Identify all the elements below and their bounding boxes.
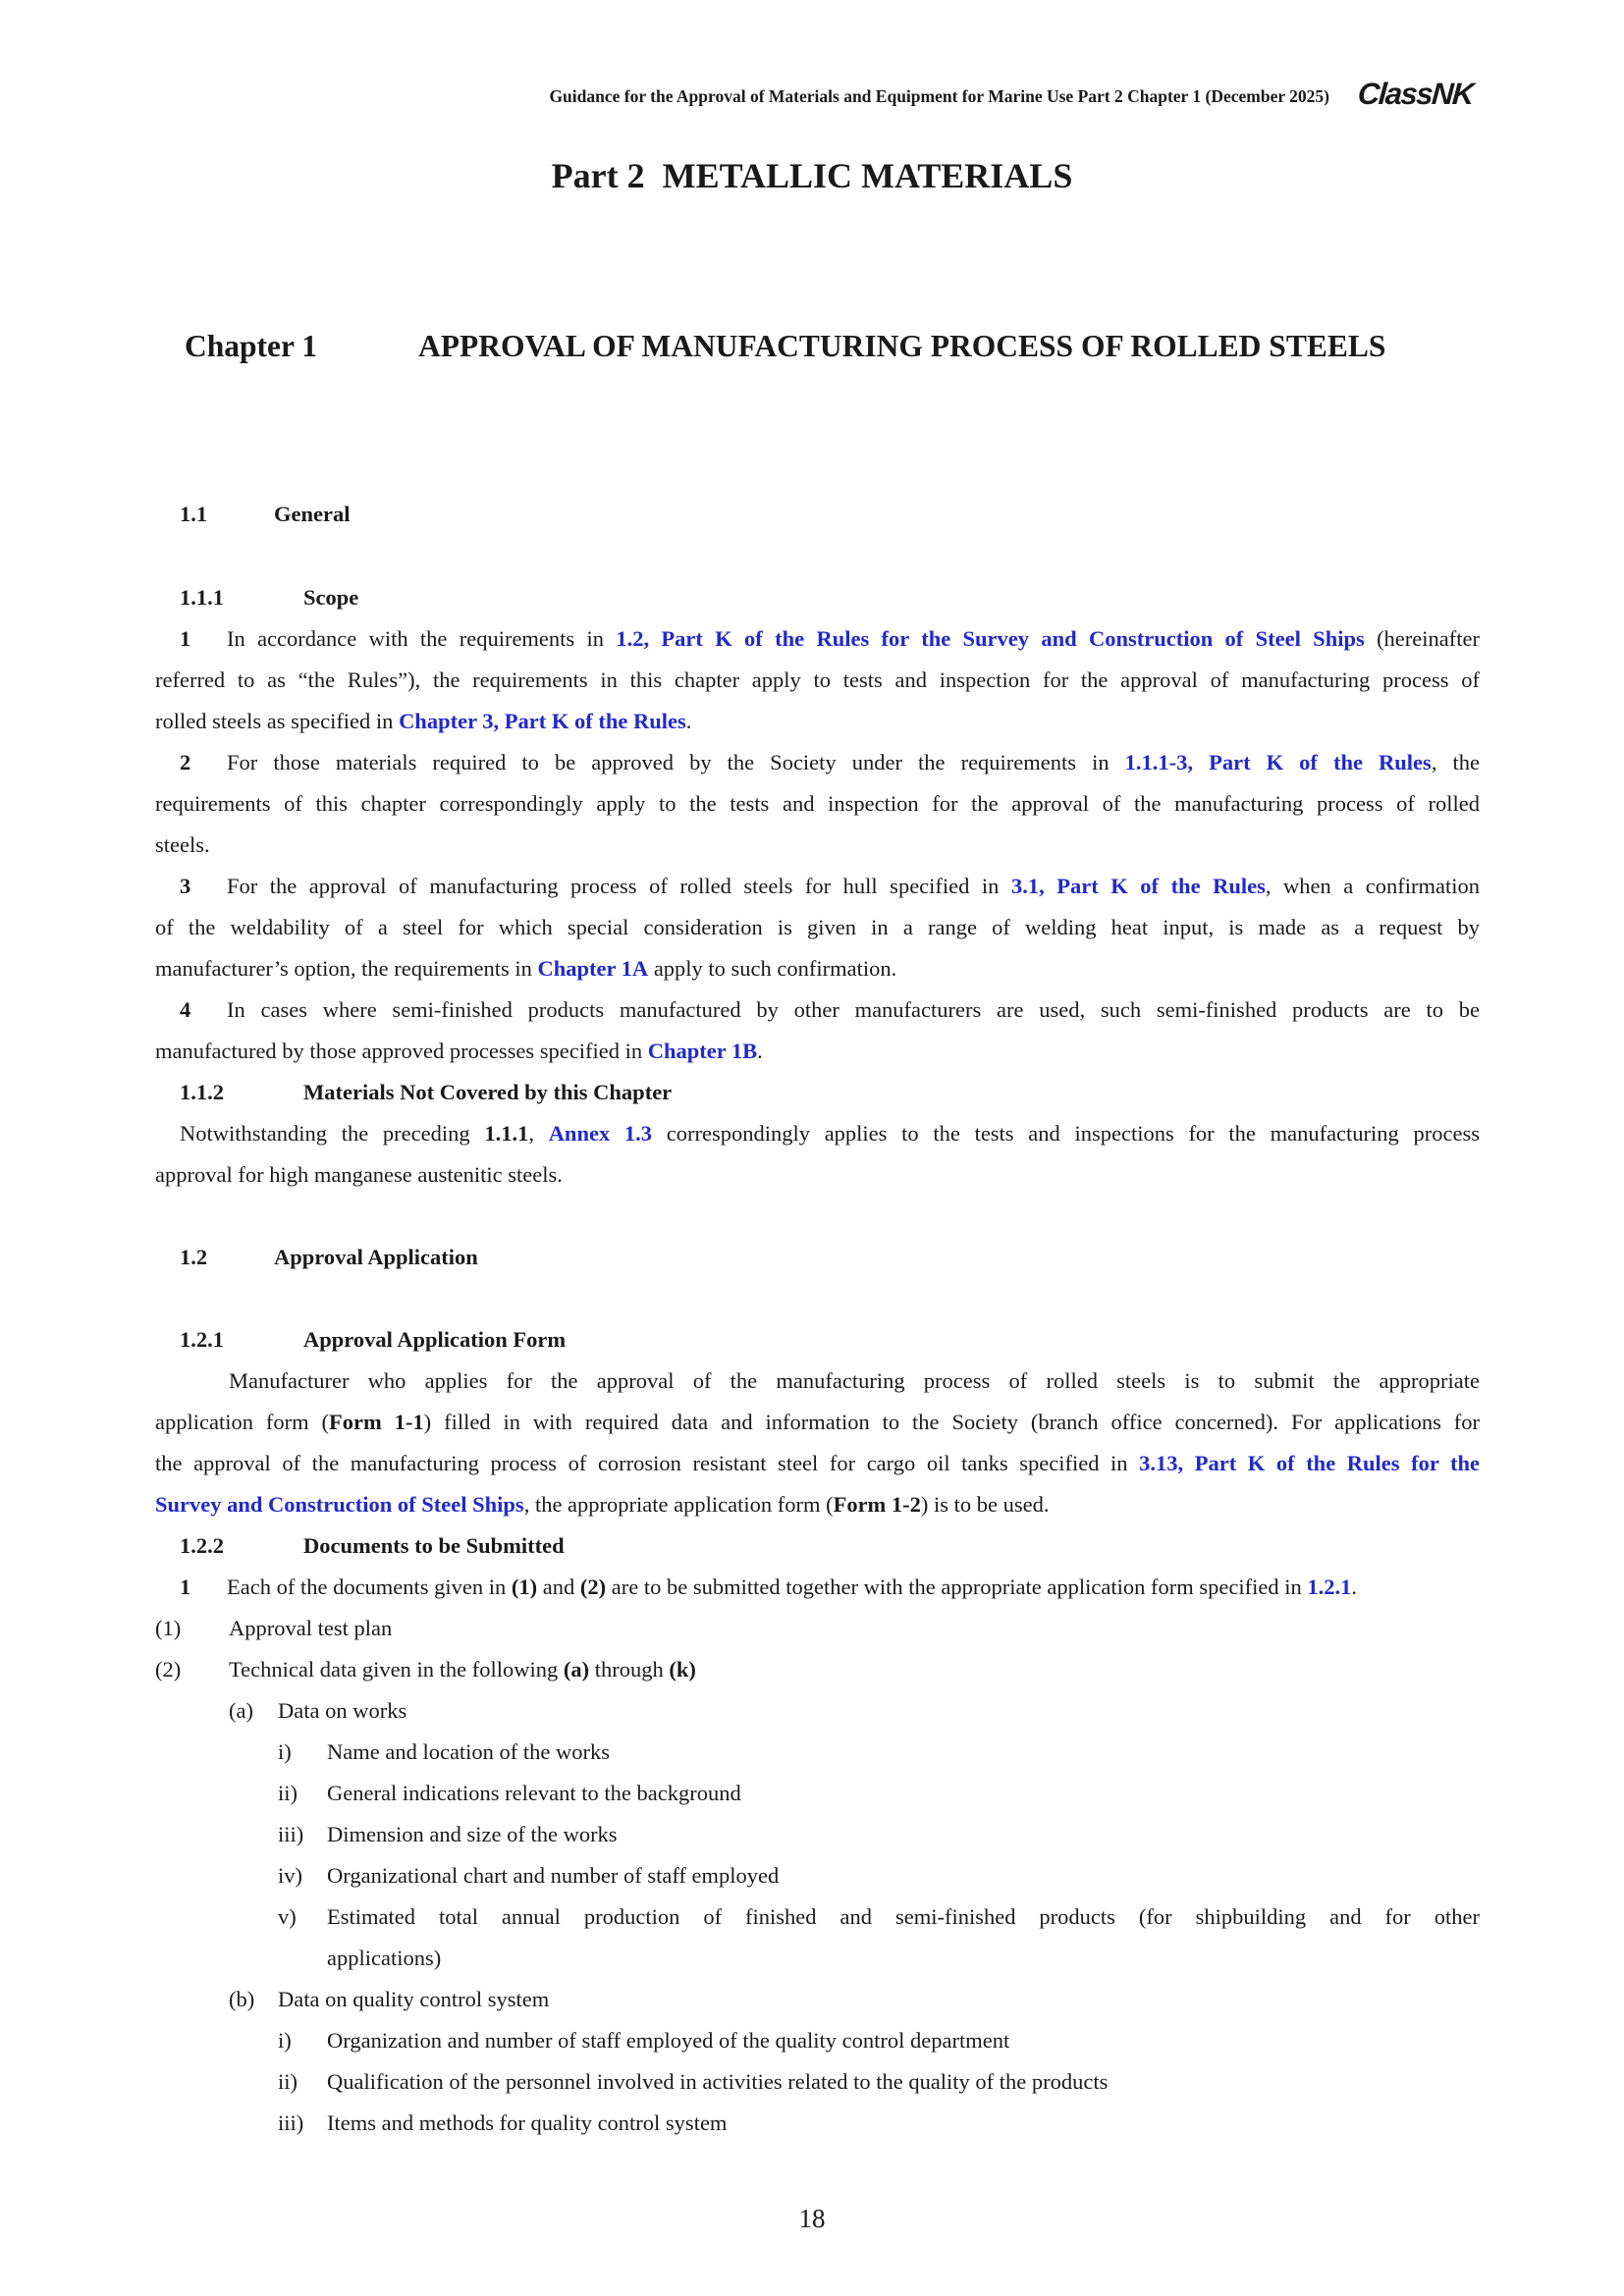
paragraph-line: the approval of the manufacturing process of corrosion resistant steel for cargo oil tanks specified in 3.13, Part K of the Rules for the — [155, 1451, 1481, 1475]
list-item: ii) General indications relevant to the background — [278, 1781, 741, 1805]
chapter-heading — [185, 329, 1385, 364]
classnk-logo: ClassNK — [1356, 77, 1475, 111]
rules-link[interactable]: 3.1, Part K of the Rules — [1010, 874, 1266, 898]
section-heading-1-1-2: 1.1.2 Materials Not Covered by this Chapter — [180, 1080, 673, 1104]
paragraph-1-2-2-1: 1 Each of the documents given in (1) and (2) are to be submitted together with the appropriate application form specified in 1.2.1. — [180, 1575, 1357, 1599]
list-item: (a) Data on works — [229, 1698, 407, 1723]
paragraph-line: requirements of this chapter correspondingly apply to the tests and inspection for the approval of the manufacturing process of rolled — [155, 791, 1480, 816]
section-heading-1-1: 1.1 General — [180, 502, 351, 526]
part-title: Part 2 METALLIC MATERIALS — [551, 156, 1073, 195]
paragraph-1-1-1-1: 1 In accordance with the requirements in 1.2, Part K of the Rules for the Survey and Construction of Steel Ships (hereinafter — [180, 626, 1480, 651]
list-item-mark: v) — [278, 1904, 297, 1929]
rules-link[interactable]: Chapter 3, Part K of the Rules — [399, 709, 686, 733]
rules-link[interactable]: Survey and Construction of Steel Ships — [155, 1492, 524, 1517]
paragraph-line: steels. — [155, 832, 210, 857]
list-item: i) Name and location of the works — [278, 1739, 611, 1764]
paragraph-line: rolled steels as specified in Chapter 3, Part K of the Rules. — [155, 709, 692, 733]
running-title: Guidance for the Approval of Materials and Equipment for Marine Use Part 2 Chapter 1 (December 2025) — [549, 86, 1329, 106]
chapter-number: Chapter 1 — [185, 329, 318, 363]
list-item: (1) Approval test plan — [155, 1616, 393, 1640]
list-item-text: Estimated total annual production of finished and semi-finished products (for shipbuilding and for other — [327, 1904, 1480, 1929]
running-header — [295, 77, 1475, 118]
paragraph-line: application form (Form 1-1) filled in with required data and information to the Society (branch office concerned). For applications for — [155, 1410, 1480, 1434]
paragraph-line: approval for high manganese austenitic steels. — [155, 1162, 563, 1187]
section-heading-1-2-2: 1.2.2 Documents to be Submitted — [180, 1533, 565, 1558]
list-item: (b) Data on quality control system — [229, 1987, 550, 2011]
paragraph-line: manufacturer’s option, the requirements in Chapter 1A apply to such confirmation. — [155, 956, 897, 981]
paragraph-1-1-1-2: 2 For those materials required to be approved by the Society under the requirements in 1.1.1-3, Part K of the Rules, the — [180, 750, 1480, 774]
paragraph-line: of the weldability of a steel for which special consideration is given in a range of welding heat input, is made as a request by — [155, 915, 1480, 939]
paragraph-1-1-2: Notwithstanding the preceding 1.1.1, Annex 1.3 correspondingly applies to the tests and inspections for the manufacturing process — [180, 1121, 1480, 1146]
list-item: i) Organization and number of staff employed of the quality control department — [278, 2028, 1010, 2053]
chapter-link[interactable]: Chapter 1A — [537, 956, 649, 981]
page-number: 18 — [798, 2204, 826, 2233]
list-item: (2) Technical data given in the following (a) through (k) — [155, 1657, 696, 1682]
list-item: iii) Items and methods for quality control system — [278, 2110, 728, 2135]
chapter-link[interactable]: Chapter 1B — [647, 1039, 758, 1063]
paragraph-1-1-1-3: 3 For the approval of manufacturing process of rolled steels for hull specified in 3.1, Part K of the Rules, when a confirmation — [180, 874, 1481, 898]
list-item: ii) Qualification of the personnel involved in activities related to the quality of the products — [278, 2069, 1109, 2094]
rules-link[interactable]: 3.13, Part K of the Rules for the — [1139, 1451, 1481, 1475]
paragraph-line: referred to as “the Rules”), the requirements in this chapter apply to tests and inspection for the approval of manufacturing process of — [155, 667, 1480, 692]
section-link[interactable]: 1.2.1 — [1307, 1575, 1352, 1599]
annex-link[interactable]: Annex 1.3 — [548, 1121, 653, 1146]
section-heading-1-1-1: 1.1.1 Scope — [180, 585, 359, 610]
paragraph-line: Survey and Construction of Steel Ships, the appropriate application form (Form 1-2) is to be used. — [155, 1492, 1050, 1517]
section-heading-1-2: 1.2 Approval Application — [180, 1245, 478, 1269]
rules-link[interactable]: 1.1.1-3, Part K of the Rules — [1124, 750, 1432, 774]
section-heading-1-2-1: 1.2.1 Approval Application Form — [180, 1327, 567, 1352]
list-item: iv) Organizational chart and number of staff employed — [278, 1863, 780, 1888]
paragraph-line: Manufacturer who applies for the approval of the manufacturing process of rolled steels is to submit the appropriate — [229, 1368, 1480, 1393]
list-item-text: applications) — [327, 1946, 442, 1970]
paragraph-line: manufactured by those approved processes specified in Chapter 1B. — [155, 1039, 763, 1063]
rules-link[interactable]: 1.2, Part K of the Rules for the Survey and Construction of Steel Ships — [616, 626, 1365, 651]
list-item: iii) Dimension and size of the works — [278, 1822, 618, 1846]
chapter-title: APPROVAL OF MANUFACTURING PROCESS OF ROLLED STEELS — [418, 329, 1386, 363]
paragraph-1-1-1-4: 4 In cases where semi-finished products manufactured by other manufacturers are used, such semi-finished products are to be — [180, 997, 1480, 1022]
